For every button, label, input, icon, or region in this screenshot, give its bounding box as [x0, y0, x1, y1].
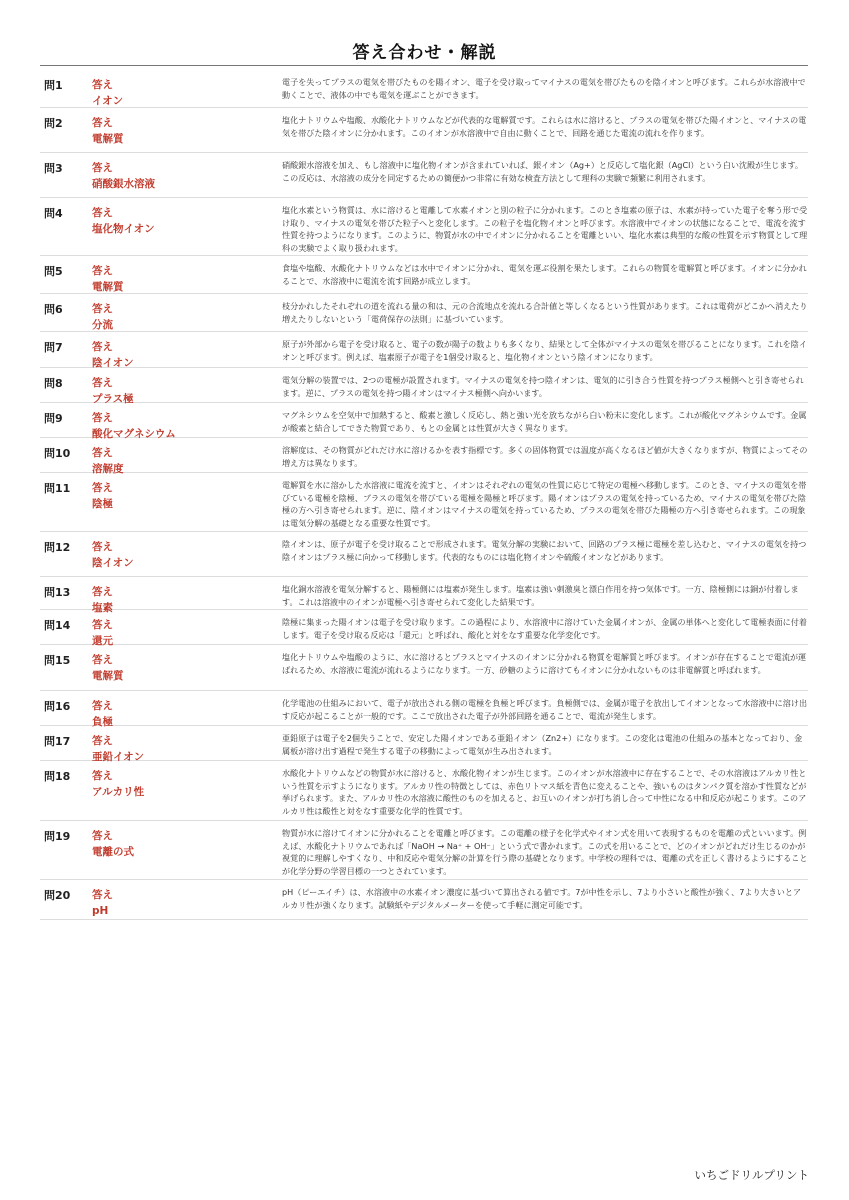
- answer-row: [40, 70, 808, 108]
- answer-label: 答え: [92, 735, 113, 747]
- footer-brand: いちごドリルプリント: [694, 1168, 809, 1182]
- answer-label: 答え: [92, 619, 113, 631]
- answer-label: 答え: [92, 207, 113, 219]
- explanation-text: 陰イオンは、原子が電子を受け取ることで形成されます。電気分解の実験において、回路のプラス極に電極を差し込むと、マイナスの電気を持つ陰イオンはプラス極に向かって移動します。代表的なものには塩化物イオンや硫酸イオンなどがあります。: [282, 539, 807, 562]
- answer-label: 答え: [92, 117, 113, 129]
- question-number: 問2: [44, 117, 63, 130]
- answer-cell: [92, 438, 282, 475]
- answer-cell: [92, 153, 282, 197]
- answer-cell: [92, 726, 282, 763]
- explanation-text: 塩化水素という物質は、水に溶けると電離して水素イオンと別の粒子に分かれます。このとき塩素の原子は、水素が持っていた電子を奪う形で受け取り、マイナスの電気を帯びた粒子へと変化します。この粒子を塩化物イオンと呼びます。水溶液中でイオンの状態になることで、電流を流す性質を持つようになります。このように、物質が水の中でイオンに分かれることを電離といい、塩化水素は典型的な酸の性質を示す物質として理科の実験でよく取り扱われます。: [282, 205, 808, 253]
- explanation-text: 塩化銅水溶液を電気分解すると、陽極側には塩素が発生します。塩素は強い刺激臭と漂白作用を持つ気体です。一方、陰極側には銅が付着します。これは溶液中のイオンが電極へ引き寄せられて変化した結果です。: [282, 584, 799, 607]
- answer-label: 答え: [92, 830, 113, 842]
- question-number: 問15: [44, 654, 71, 667]
- answer-text: 亜鉛イオン: [92, 751, 145, 763]
- answer-text: 溶解度: [92, 463, 124, 475]
- answer-row: [40, 368, 808, 403]
- answer-cell: [92, 108, 282, 152]
- explanation-text: 枝分かれしたそれぞれの道を流れる量の和は、元の合流地点を流れる合計値と等しくなるという性質があります。これは電荷がどこかへ消えたり増えたりしないという「電荷保存の法則」に基づいています。: [282, 301, 808, 324]
- answer-label: 答え: [92, 654, 113, 666]
- explanation-text: 電解質を水に溶かした水溶液に電流を流すと、イオンはそれぞれの電気の性質に応じて特定の電極へ移動します。このとき、マイナスの電気を帯びている電極を陰極、プラスの電気を帯びている電極を陽極と呼びます。陽イオンはプラスの電気を持っているため、マイナスの電気を帯びた陰極の方へ引き寄せられます。逆に、陰イオンはマイナスの電気を持っているため、プラスの電気を帯びた陽極の方へ引き寄せられます。この現象は電気分解の基礎となる重要な性質です。: [282, 480, 807, 528]
- answer-text: pH: [92, 905, 109, 917]
- explanation-text: 食塩や塩酸、水酸化ナトリウムなどは水中でイオンに分かれ、電気を運ぶ役割を果たします。これらの物質を電解質と呼びます。イオンに分かれることで、水溶液中に電流を流す回路が成立します。: [282, 263, 807, 286]
- answer-row: [40, 198, 808, 256]
- question-number: 問6: [44, 303, 63, 316]
- answer-cell: [92, 691, 282, 728]
- explanation-text: 溶解度は、その物質がどれだけ水に溶けるかを表す指標です。多くの固体物質では温度が高くなるほど値が大きくなりますが、物質によってその増え方は異なります。: [282, 445, 808, 468]
- answer-row: [40, 610, 808, 645]
- answer-cell: [92, 403, 282, 440]
- answer-row: [40, 256, 808, 294]
- answer-text: 陰極: [92, 498, 113, 510]
- answer-cell: [92, 256, 282, 293]
- answer-label: 答え: [92, 162, 113, 174]
- answer-text: 電解質: [92, 670, 124, 682]
- answer-label: 答え: [92, 482, 113, 494]
- question-number: 問7: [44, 341, 63, 354]
- answer-cell: [92, 294, 282, 331]
- answer-row: [40, 153, 808, 198]
- question-number: 問5: [44, 265, 63, 278]
- answer-cell: [92, 368, 282, 405]
- answer-row: [40, 403, 808, 438]
- answer-label: 答え: [92, 341, 113, 353]
- explanation-text: マグネシウムを空気中で加熱すると、酸素と激しく反応し、熱と強い光を放ちながら白い粉末に変化します。これが酸化マグネシウムです。金属が酸素と結合してできた物質であり、もとの金属とは性質が大きく異なります。: [282, 410, 807, 433]
- answer-cell: [92, 532, 282, 576]
- answer-text: イオン: [92, 95, 124, 107]
- answer-text: 電解質: [92, 281, 124, 293]
- question-number: 問17: [44, 735, 71, 748]
- answer-text: 電離の式: [92, 846, 134, 858]
- answer-cell: [92, 880, 282, 919]
- answer-label: 答え: [92, 586, 113, 598]
- answer-label: 答え: [92, 770, 113, 782]
- answer-label: 答え: [92, 377, 113, 389]
- explanation-text: pH（ピーエイチ）は、水溶液中の水素イオン濃度に基づいて算出される値です。7が中性を示し、7より小さいと酸性が強く、7より大きいとアルカリ性が強くなります。試験紙やデジタルメーターを使って手軽に測定可能です。: [282, 887, 802, 910]
- answer-text: 還元: [92, 635, 113, 647]
- answer-label: 答え: [92, 303, 113, 315]
- answer-row: [40, 108, 808, 153]
- explanation-text: 化学電池の仕組みにおいて、電子が放出される側の電極を負極と呼びます。負極側では、金属が電子を放出してイオンとなって水溶液中に溶け出す反応が起こることが一般的です。ここで放出された電子が外部回路を通ることで、電流が発生します。: [282, 698, 808, 721]
- title-divider: [40, 65, 808, 66]
- answer-cell: [92, 70, 282, 107]
- answer-text: 分流: [92, 319, 113, 331]
- answer-cell: [92, 610, 282, 647]
- explanation-text: 硝酸銀水溶液を加え、もし溶液中に塩化物イオンが含まれていれば、銀イオン（Ag+）と反応して塩化銀（AgCl）という白い沈殿が生じます。この反応は、水溶液の成分を同定するための簡便かつ非常に有効な検査方法として理科の実験で頻繁に利用されます。: [282, 160, 804, 183]
- question-number: 問1: [44, 79, 63, 92]
- question-number: 問18: [44, 770, 71, 783]
- answer-row: [40, 645, 808, 691]
- answer-row: [40, 532, 808, 577]
- answer-row: [40, 473, 808, 532]
- answer-label: 答え: [92, 541, 113, 553]
- answer-row: [40, 332, 808, 368]
- answer-row: [40, 438, 808, 473]
- answer-text: 酸化マグネシウム: [92, 428, 176, 440]
- answer-row: [40, 294, 808, 332]
- explanation-text: 亜鉛原子は電子を2個失うことで、安定した陽イオンである亜鉛イオン（Zn2+）になります。この変化は電池の仕組みの基本となっており、金属板が溶け出す過程で発生する電子の移動によって電気が生み出されます。: [282, 733, 803, 756]
- question-number: 問10: [44, 447, 71, 460]
- answer-label: 答え: [92, 265, 113, 277]
- answer-label: 答え: [92, 79, 113, 91]
- answer-text: 電解質: [92, 133, 124, 145]
- explanation-text: 塩化ナトリウムや塩酸、水酸化ナトリウムなどが代表的な電解質です。これらは水に溶けると、プラスの電気を帯びた陽イオンと、マイナスの電気を帯びた陰イオンに分かれます。このイオンが水溶液中で自由に動くことで、回路を通じた電流の流れを作ります。: [282, 115, 807, 138]
- question-number: 問19: [44, 830, 71, 843]
- answer-text: アルカリ性: [92, 786, 145, 798]
- answer-label: 答え: [92, 700, 113, 712]
- answer-text: 陰イオン: [92, 557, 134, 569]
- answer-cell: [92, 473, 282, 531]
- explanation-text: 物質が水に溶けてイオンに分かれることを電離と呼びます。この電離の様子を化学式やイオン式を用いて表現するものを電離の式といいます。例えば、水酸化ナトリウムであれば「NaOH → Na⁺ + OH⁻」という式で書かれます。この式を用いることで、どのイオンがどれだけ生じるのかが視覚的に理解しやすくなり、中和反応や電気分解の計算を行う際の基礎となります。中学校の理科では、電離の式を正しく書けるようにすることが化学分野の学習目標の一つとされています。: [282, 828, 808, 876]
- question-number: 問16: [44, 700, 71, 713]
- answer-label: 答え: [92, 889, 113, 901]
- answer-text: プラス極: [92, 393, 134, 405]
- answer-text: 塩化物イオン: [92, 223, 155, 235]
- page-title: 答え合わせ・解説: [352, 43, 497, 63]
- answer-row: [40, 880, 808, 920]
- question-number: 問20: [44, 889, 71, 902]
- answer-cell: [92, 577, 282, 614]
- answer-row: [40, 821, 808, 880]
- answer-row: [40, 691, 808, 726]
- explanation-text: 電子を失ってプラスの電気を帯びたものを陽イオン、電子を受け取ってマイナスの電気を帯びたものを陰イオンと呼びます。これらが水溶液中で動くことで、液体の中でも電気を運ぶことができます。: [282, 77, 806, 100]
- question-number: 問12: [44, 541, 71, 554]
- answer-cell: [92, 198, 282, 255]
- answer-cell: [92, 645, 282, 690]
- answer-row: [40, 726, 808, 761]
- explanation-text: 原子が外部から電子を受け取ると、電子の数が陽子の数よりも多くなり、結果として全体がマイナスの電気を帯びることになります。これを陰イオンと呼びます。例えば、塩素原子が電子を1個受け取ると、塩化物イオンという陰イオンになります。: [282, 339, 807, 362]
- question-number: 問9: [44, 412, 63, 425]
- answer-list: [40, 70, 808, 920]
- answer-cell: [92, 821, 282, 879]
- answer-text: 硝酸銀水溶液: [92, 178, 155, 190]
- answer-text: 負極: [92, 716, 113, 728]
- question-number: 問13: [44, 586, 71, 599]
- question-number: 問8: [44, 377, 63, 390]
- explanation-text: 陰極に集まった陽イオンは電子を受け取ります。この過程により、水溶液中に溶けていた金属イオンが、金属の単体へと変化して電極表面に付着します。電子を受け取る反応は「還元」と呼ばれ、酸化と対をなす重要な化学変化です。: [282, 617, 807, 640]
- explanation-text: 電気分解の装置では、2つの電極が設置されます。マイナスの電気を持つ陰イオンは、電気的に引き合う性質を持つプラス極側へと引き寄せられます。逆に、プラスの電気を持つ陽イオンはマイナス極側へ向かいます。: [282, 375, 804, 398]
- explanation-text: 水酸化ナトリウムなどの物質が水に溶けると、水酸化物イオンが生じます。このイオンが水溶液中に存在することで、その水溶液はアルカリ性という性質を示すようになります。アルカリ性の特徴としては、赤色リトマス紙を青色に変えることや、強いものはタンパク質を溶かす性質などが挙げられます。また、アルカリ性の水溶液に酸性のものを加えると、お互いのイオンが打ち消し合って中性になる中和反応が起こります。このアルカリ性は酸性と対をなす重要な化学的性質です。: [282, 768, 807, 816]
- question-number: 問11: [44, 482, 71, 495]
- answer-text: 塩素: [92, 602, 113, 614]
- answer-row: [40, 577, 808, 614]
- answer-row: [40, 761, 808, 821]
- question-number: 問4: [44, 207, 63, 220]
- answer-text: 陰イオン: [92, 357, 134, 369]
- answer-label: 答え: [92, 412, 113, 424]
- answer-cell: [92, 332, 282, 367]
- answer-label: 答え: [92, 447, 113, 459]
- question-number: 問3: [44, 162, 63, 175]
- explanation-text: 塩化ナトリウムや塩酸のように、水に溶けるとプラスとマイナスのイオンに分かれる物質を電解質と呼びます。イオンが存在することで電流が運ばれるため、水溶液に電流が流れるようになります。一方、砂糖のように溶けてもイオンに分かれないものは非電解質と呼ばれます。: [282, 652, 807, 675]
- question-number: 問14: [44, 619, 71, 632]
- answer-cell: [92, 761, 282, 820]
